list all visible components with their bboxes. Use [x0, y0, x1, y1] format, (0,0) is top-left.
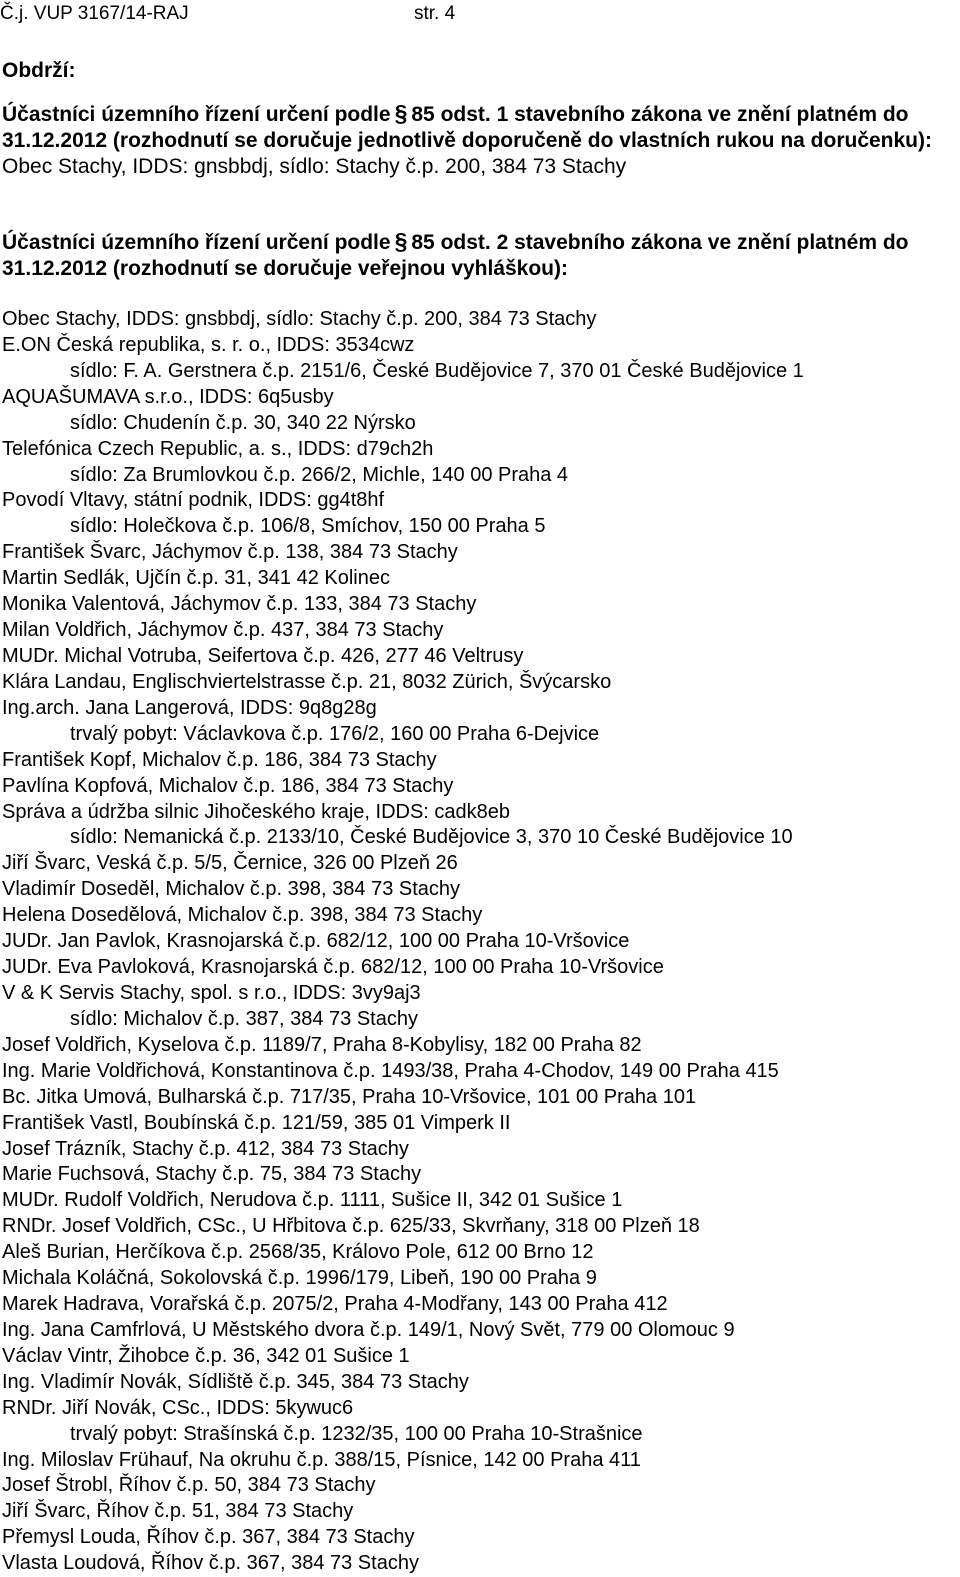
recipient-address-line: sídlo: Holečkova č.p. 106/8, Smíchov, 150 00 Praha 5	[70, 515, 546, 538]
recipient-line: Ing. Vladimír Novák, Sídliště č.p. 345, 384 73 Stachy	[2, 1370, 469, 1393]
recipient-line: František Kopf, Michalov č.p. 186, 384 73 Stachy	[2, 748, 437, 771]
section-public-notice	[2, 228, 958, 282]
recipient-line: Jiří Švarc, Veská č.p. 5/5, Černice, 326 00 Plzeň 26	[2, 852, 458, 875]
recipient-line: Jiří Švarc, Říhov č.p. 51, 384 73 Stachy	[2, 1500, 354, 1523]
recipient-line: František Švarc, Jáchymov č.p. 138, 384 73 Stachy	[2, 541, 458, 564]
recipient-list	[2, 307, 958, 1577]
recipient-line: Obec Stachy, IDDS: gnsbbdj, sídlo: Stachy č.p. 200, 384 73 Stachy	[2, 308, 597, 330]
recipient-line: Milan Voldřich, Jáchymov č.p. 437, 384 73 Stachy	[2, 619, 444, 642]
page-number: str. 4	[414, 3, 456, 24]
recipient-line: AQUAŠUMAVA s.r.o., IDDS: 6q5usby	[2, 385, 334, 408]
recipient-line: Správa a údržba silnic Jihočeského kraje, IDDS: cadk8eb	[2, 800, 511, 823]
section-individual-delivery	[2, 100, 958, 180]
recipient-line: Marie Fuchsová, Stachy č.p. 75, 384 73 Stachy	[2, 1163, 422, 1186]
recipient-line: Bc. Jitka Umová, Bulharská č.p. 717/35, Praha 10-Vršovice, 101 00 Praha 101	[2, 1085, 697, 1108]
recipient-line: Václav Vintr, Žihobce č.p. 36, 342 01 Sušice 1	[2, 1344, 410, 1367]
recipient-line: Martin Sedlák, Ujčín č.p. 31, 341 42 Kolinec	[2, 567, 390, 590]
recipient-line: Telefónica Czech Republic, a. s., IDDS: d79ch2h	[2, 437, 434, 460]
recipient-line: Helena Dosedělová, Michalov č.p. 398, 384 73 Stachy	[2, 904, 483, 927]
recipient-line: Vladimír Doseděl, Michalov č.p. 398, 384 73 Stachy	[2, 878, 461, 901]
recipient-line: JUDr. Eva Pavloková, Krasnojarská č.p. 682/12, 100 00 Praha 10-Vršovice	[2, 956, 664, 979]
recipient-line: Klára Landau, Englischviertelstrasse č.p. 21, 8032 Zürich, Švýcarsko	[2, 670, 612, 693]
recipient-line: Ing. Jana Camfrlová, U Městského dvora č.p. 149/1, Nový Svět, 779 00 Olomouc 9	[2, 1318, 735, 1341]
section2-title-end: 85 odst. 2 stavebního zákona ve znění platném do 31.12.2012 (rozhodnutí se doručuje veřejnou vyhláškou):	[2, 231, 909, 280]
recipient-address-line: trvalý pobyt: Strašínská č.p. 1232/35, 100 00 Praha 10-Strašnice	[70, 1422, 643, 1445]
recipient-line: Přemysl Louda, Říhov č.p. 367, 384 73 Stachy	[2, 1526, 415, 1549]
recipient-address-line: sídlo: Nemanická č.p. 2133/10, České Budějovice 3, 370 10 České Budějovice 10	[70, 826, 793, 849]
recipients-heading: Obdrží:	[2, 59, 76, 82]
recipient-address-line: sídlo: F. A. Gerstnera č.p. 2151/6, České Budějovice 7, 370 01 České Budějovice 1	[70, 359, 804, 382]
recipient-line: Ing.arch. Jana Langerová, IDDS: 9q8g28g	[2, 696, 377, 719]
recipient-line: Marek Hadrava, Vorařská č.p. 2075/2, Praha 4-Modřany, 143 00 Praha 412	[2, 1293, 668, 1316]
recipient-line: V & K Servis Stachy, spol. s r.o., IDDS: 3vy9aj3	[2, 981, 421, 1004]
section1-title-end: 85 odst. 1 stavebního zákona ve znění platném do 31.12.2012 (rozhodnutí se doručuje jednotlivě doporučeně do vlastních rukou na doručenku):	[2, 103, 932, 152]
recipient-line: RNDr. Josef Voldřich, CSc., U Hřbitova č.p. 625/33, Skvrňany, 318 00 Plzeň 18	[2, 1215, 700, 1238]
recipient-address-line: trvalý pobyt: Václavkova č.p. 176/2, 160 00 Praha 6-Dejvice	[70, 722, 600, 745]
recipient-line: JUDr. Jan Pavlok, Krasnojarská č.p. 682/12, 100 00 Praha 10-Vršovice	[2, 930, 630, 953]
section1-recipient: Obec Stachy, IDDS: gnsbbdj, sídlo: Stachy č.p. 200, 384 73 Stachy	[2, 155, 627, 178]
recipient-line: E.ON Česká republika, s. r. o., IDDS: 3534cwz	[2, 333, 415, 356]
recipient-address-line: sídlo: Chudenín č.p. 30, 340 22 Nýrsko	[70, 411, 416, 434]
section-symbol: §	[394, 228, 408, 254]
recipient-line: RNDr. Jiří Novák, CSc., IDDS: 5kywuc6	[2, 1396, 354, 1419]
recipient-line: Monika Valentová, Jáchymov č.p. 133, 384 73 Stachy	[2, 593, 477, 616]
recipient-line: Michala Koláčná, Sokolovská č.p. 1996/179, Libeň, 190 00 Praha 9	[2, 1267, 597, 1290]
section1-title-start: Účastníci územního řízení určení podle	[2, 103, 391, 126]
recipient-line: Povodí Vltavy, státní podnik, IDDS: gg4t8hf	[2, 489, 385, 512]
recipient-line: MUDr. Rudolf Voldřich, Nerudova č.p. 1111, Sušice II, 342 01 Sušice 1	[2, 1189, 623, 1212]
recipient-line: Josef Trázník, Stachy č.p. 412, 384 73 Stachy	[2, 1137, 409, 1160]
reference-number: Č.j. VUP 3167/14-RAJ	[0, 3, 189, 24]
recipient-line: Ing. Marie Voldřichová, Konstantinova č.p. 1493/38, Praha 4-Chodov, 149 00 Praha 415	[2, 1059, 779, 1082]
recipient-line: Aleš Burian, Herčíkova č.p. 2568/35, Královo Pole, 612 00 Brno 12	[2, 1241, 594, 1264]
section-symbol: §	[394, 100, 408, 126]
section2-title-start: Účastníci územního řízení určení podle	[2, 231, 391, 254]
recipient-line: Josef Štrobl, Říhov č.p. 50, 384 73 Stachy	[2, 1474, 376, 1497]
recipient-address-line: sídlo: Michalov č.p. 387, 384 73 Stachy	[70, 1007, 418, 1030]
recipient-line: František Vastl, Boubínská č.p. 121/59, 385 01 Vimperk II	[2, 1111, 511, 1134]
recipient-line: Vlasta Loudová, Říhov č.p. 367, 384 73 Stachy	[2, 1552, 419, 1575]
recipient-address-line: sídlo: Za Brumlovkou č.p. 266/2, Michle, 140 00 Praha 4	[70, 463, 569, 486]
recipient-line: MUDr. Michal Votruba, Seifertova č.p. 426, 277 46 Veltrusy	[2, 644, 524, 667]
recipient-line: Ing. Miloslav Frühauf, Na okruhu č.p. 388/15, Písnice, 142 00 Praha 411	[2, 1448, 641, 1471]
recipient-line: Pavlína Kopfová, Michalov č.p. 186, 384 73 Stachy	[2, 774, 454, 797]
recipient-line: Josef Voldřich, Kyselova č.p. 1189/7, Praha 8-Kobylisy, 182 00 Praha 82	[2, 1033, 642, 1056]
